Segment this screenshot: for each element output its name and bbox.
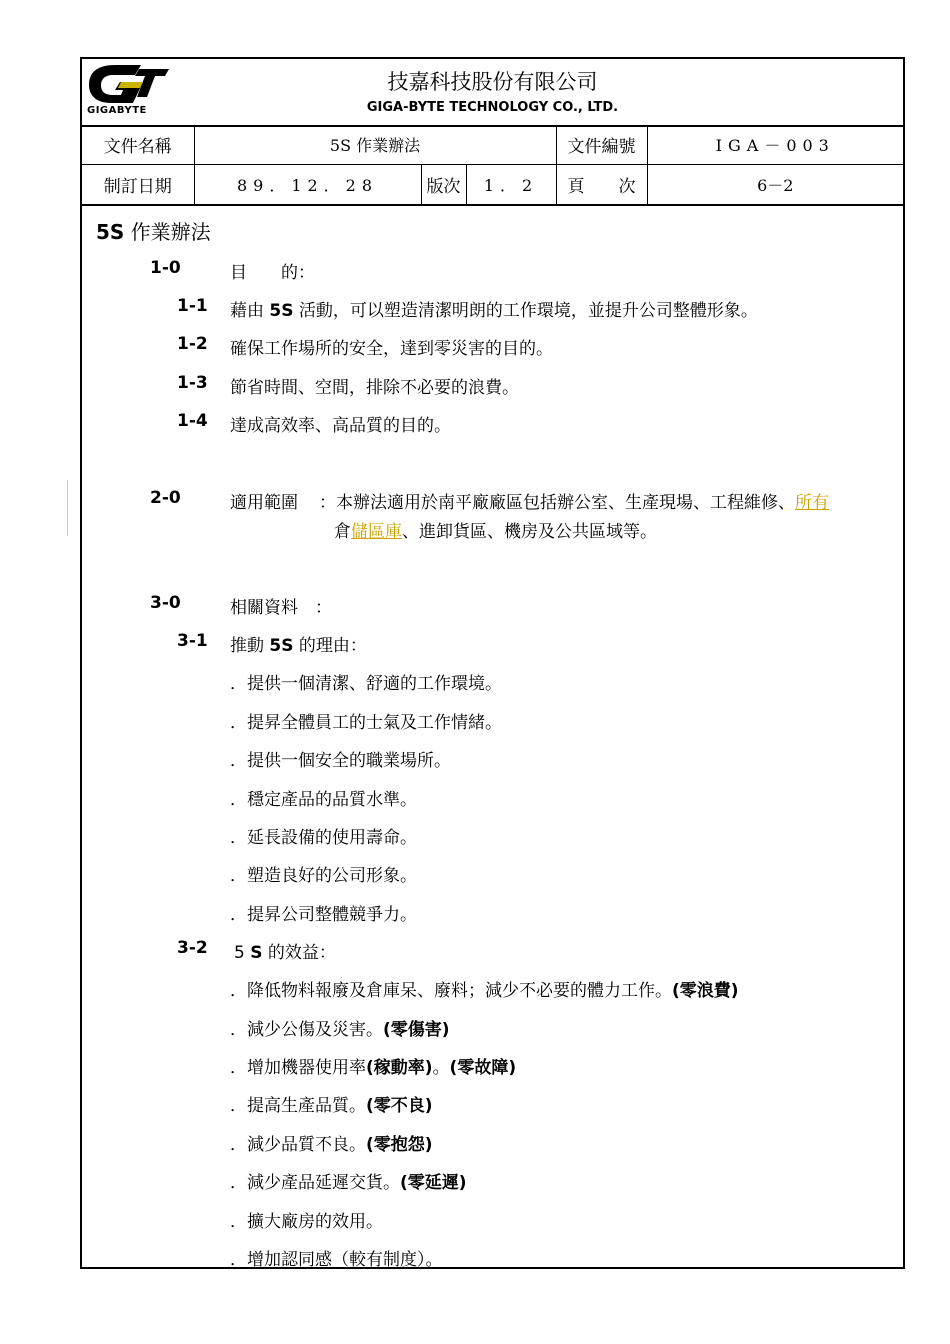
item-text: 推動 5S 的理由： xyxy=(230,636,367,656)
scope-text-line1: ：本辦法適用於南平廠廠區包括辦公室、生產現場、工程維修、所有 xyxy=(319,493,829,513)
bullet-item: ．延長設備的使用壽命。 xyxy=(230,828,417,848)
item-number: 1-4 xyxy=(177,411,208,431)
company-name-en: GIGA-BYTE TECHNOLOGY CO., LTD. xyxy=(366,100,619,115)
logo-wordmark: GIGABYTE xyxy=(87,105,147,116)
margin-line xyxy=(67,480,68,536)
bullet-item: ．穩定產品的品質水準。 xyxy=(230,790,417,810)
scope-text-line2: 倉儲區庫、進卸貨區、機房及公共區域等。 xyxy=(334,522,657,542)
section-number: 1-0 xyxy=(150,258,181,278)
document-header xyxy=(82,59,903,127)
title-bold: 5S xyxy=(96,220,125,244)
bullet-item: ．減少品質不良。(零抱怨) xyxy=(230,1135,433,1155)
bullet-item: ．提高生產品質。(零不良) xyxy=(230,1096,433,1116)
rev-date-label: 制訂日期 xyxy=(82,165,194,205)
bullet-item: ．減少產品延遲交貨。(零延遲) xyxy=(230,1173,467,1193)
bullet-item: ．提供一個安全的職業場所。 xyxy=(230,751,451,771)
item-number: 3-1 xyxy=(177,631,208,651)
document-title xyxy=(96,216,211,245)
version-value: 1．2 xyxy=(466,165,556,205)
document-meta-table xyxy=(82,125,903,205)
doc-no-value: IGA－003 xyxy=(647,125,903,165)
item-number: 1-3 xyxy=(177,373,208,393)
tracked-change: 庫 xyxy=(385,522,402,542)
section-heading: 目 的： xyxy=(230,263,315,283)
tracked-change: 儲區 xyxy=(351,522,385,542)
bullet-item: ．提昇全體員工的士氣及工作情緒。 xyxy=(230,713,502,733)
document-frame xyxy=(80,57,905,1269)
bullet-item: ．提昇公司整體競爭力。 xyxy=(230,905,417,925)
item-text: 節省時間、空間，排除不必要的浪費。 xyxy=(230,378,519,398)
section-number: 3-0 xyxy=(150,593,181,613)
bullet-item: ．增加機器使用率(稼動率)。(零故障) xyxy=(230,1058,517,1078)
section-heading: 相關資料 ： xyxy=(230,598,332,618)
section-number: 2-0 xyxy=(150,488,181,508)
item-number: 3-2 xyxy=(177,938,208,958)
item-number: 1-1 xyxy=(177,296,208,316)
company-name-cn: 技嘉科技股份有限公司 xyxy=(387,70,598,94)
header-separator xyxy=(82,204,903,206)
bullet-item: ．擴大廠房的效用。 xyxy=(230,1212,383,1232)
item-number: 1-2 xyxy=(177,334,208,354)
bullet-item: ．降低物料報廢及倉庫呆、廢料；減少不必要的體力工作。(零浪費) xyxy=(230,981,739,1001)
title-rest: 作業辦法 xyxy=(124,220,211,244)
item-text: 確保工作場所的安全，達到零災害的目的。 xyxy=(230,339,553,359)
bullet-item: ．塑造良好的公司形象。 xyxy=(230,866,417,886)
doc-name-label: 文件名稱 xyxy=(82,125,194,165)
item-text: 5 S 的效益： xyxy=(234,943,336,963)
section-heading: 適用範圍 xyxy=(230,493,298,513)
tracked-change: 所有 xyxy=(795,493,829,513)
bullet-item: ．增加認同感（較有制度）。 xyxy=(230,1250,443,1270)
item-text: 藉由 5S 活動，可以塑造清潔明朗的工作環境，並提升公司整體形象。 xyxy=(230,301,758,321)
bullet-item: ．提供一個清潔、舒適的工作環境。 xyxy=(230,674,502,694)
doc-no-label: 文件編號 xyxy=(556,125,647,165)
version-label: 版次 xyxy=(421,165,466,205)
doc-name-value: 5S 作業辦法 xyxy=(194,125,556,165)
rev-date-value: 89．12．28 xyxy=(194,165,421,205)
page-label: 頁 次 xyxy=(556,165,647,205)
item-text: 達成高效率、高品質的目的。 xyxy=(230,416,451,436)
page-value: 6－2 xyxy=(647,165,903,205)
bullet-item: ．減少公傷及災害。(零傷害) xyxy=(230,1020,450,1040)
